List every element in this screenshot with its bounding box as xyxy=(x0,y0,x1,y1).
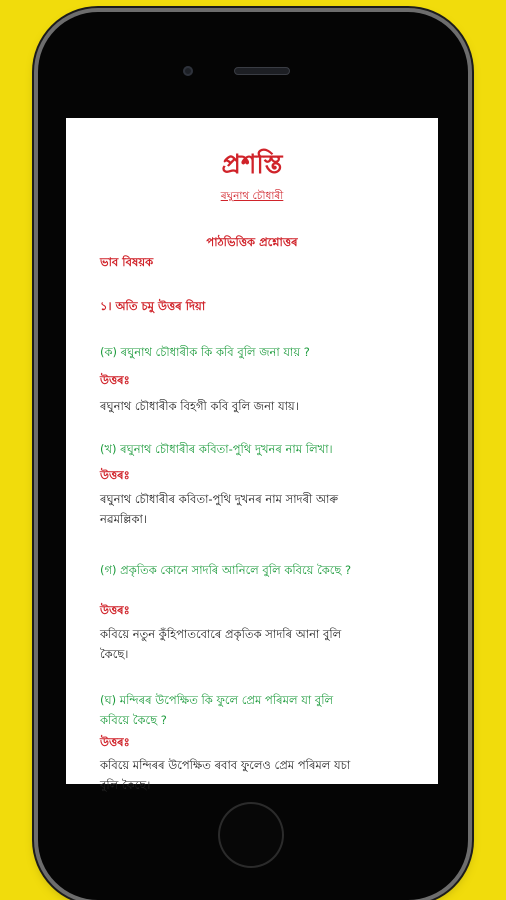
power-button xyxy=(468,180,472,250)
earpiece-speaker xyxy=(234,67,290,75)
answer-2-line-2: নৱমল্লিকা। xyxy=(100,512,147,526)
answer-4-line-1: কবিয়ে মন্দিৰৰ উপেক্ষিত ৰবাব ফুলেও প্ৰেম পৰিমল যচা xyxy=(100,758,351,772)
question-group-heading: ১। অতি চমু উত্তৰ দিয়া xyxy=(100,299,206,313)
answer-2-label: উত্তৰঃ xyxy=(100,468,130,482)
author-link[interactable]: ৰঘুনাথ চৌধাৰী xyxy=(220,190,284,202)
question-1: (ক) ৰঘুনাথ চৌধাৰীক কি কবি বুলি জনা যায় ? xyxy=(100,345,310,359)
phone-screen[interactable] xyxy=(66,118,438,792)
question-3: (গ) প্ৰকৃতিক কোনে সাদৰি আনিলে বুলি কবিয়ে কৈছে ? xyxy=(100,563,352,577)
front-camera-icon xyxy=(183,66,193,76)
answer-1-label: উত্তৰঃ xyxy=(100,373,130,387)
question-2: (খ) ৰঘুনাথ চৌধাৰীৰ কবিতা-পুথি দুখনৰ নাম লিখা। xyxy=(100,442,333,456)
answer-1: ৰঘুনাথ চৌধাৰীক বিহগী কবি বুলি জনা যায়। xyxy=(100,399,299,413)
page-title: প্ৰশস্তি xyxy=(221,150,283,180)
home-button[interactable] xyxy=(220,804,282,866)
answer-3-line-2: কৈছে। xyxy=(100,647,129,661)
phone-frame xyxy=(38,12,468,900)
answer-4-label: উত্তৰঃ xyxy=(100,735,130,749)
question-4-line-1: (ঘ) মন্দিৰৰ উপেক্ষিত কি ফুলে প্ৰেম পৰিমল যা বুলি xyxy=(100,693,334,707)
answer-4-line-2: বুলি কৈছে। xyxy=(100,778,151,792)
section-heading: পাঠভিত্তিক প্ৰশ্নোত্তৰ xyxy=(206,235,298,249)
answer-3-label: উত্তৰঃ xyxy=(100,603,130,617)
answer-2-line-1: ৰঘুনাথ চৌধাৰীৰ কবিতা-পুথি দুখনৰ নাম সাদৰী আৰু xyxy=(100,492,339,506)
subsection-heading: ভাব বিষয়ক xyxy=(100,255,154,269)
answer-3-line-1: কবিয়ে নতুন কুঁহিপাতবোৰে প্ৰকৃতিক সাদৰি আনা বুলি xyxy=(100,627,342,641)
question-4-line-2: কবিয়ে কৈছে ? xyxy=(100,713,167,727)
